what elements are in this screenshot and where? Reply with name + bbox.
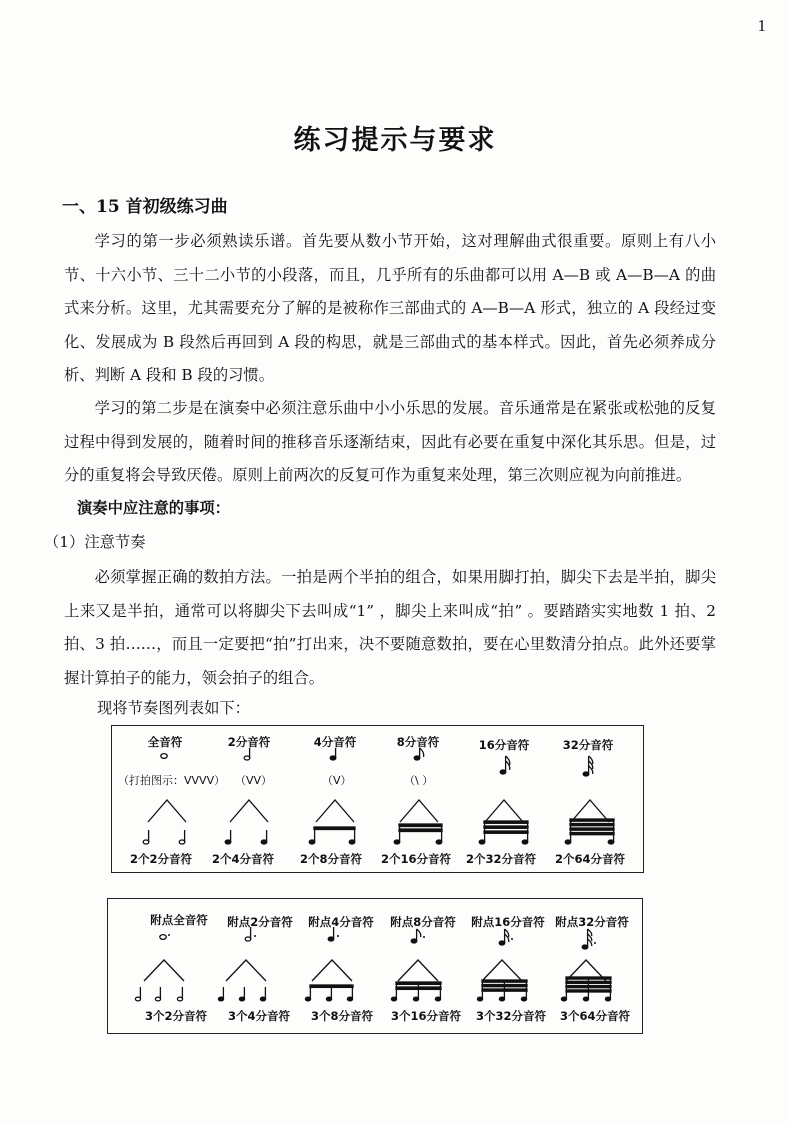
t2-bottom-label: 3个8分音符 (310, 1009, 374, 1023)
t2-top-label: 附点8分音符 (390, 915, 456, 929)
t2-bottom-label: 3个2分音符 (144, 1009, 208, 1023)
rhythm-table-1 (111, 725, 644, 873)
item-1-heading: （1）注意节奏 (44, 533, 146, 551)
notes-heading: 演奏中应注意的事项： (77, 499, 230, 517)
dotted-sixteenth-note-icon (499, 929, 513, 945)
paragraph-2: 学习的第二步是在演奏中必须注意乐曲中小小乐思的发展。音乐通常是在紧张或松弛的反复过程中得到发展的，随着时间的推移音乐逐渐结束，因此有必要在重复中深化其乐思。但是，过分的重复将会导致厌倦。原则上前两次的反复可作为重复来处理，第三次则应视为向前推进。 (64, 399, 716, 484)
dotted-eighth-note-icon (411, 929, 425, 943)
t2-top-label: 附点4分音符 (308, 915, 374, 929)
dotted-quarter-note-icon (328, 927, 339, 941)
t2-top-label: 附点16分音符 (471, 915, 545, 929)
t1-top-label: 4分音符 (313, 735, 357, 749)
page-number: 1 (757, 16, 766, 35)
t2-bottom-label: 3个64分音符 (559, 1009, 631, 1023)
t1-bottom-label: 2个16分音符 (380, 852, 452, 866)
t1-top-label: 全音符 (147, 735, 183, 749)
t1-bottom-label: 2个4分音符 (211, 852, 275, 866)
paragraph-3: 必须掌握正确的数拍方法。一拍是两个半拍的组合，如果用脚打拍，脚尖下去是半拍，脚尖上来又是半拍，通常可以将脚尖下去叫成“1” ，脚尖上来叫成“拍” 。要踏踏实实地数 1 拍、2 拍、3 拍……，而且一定要把“拍”打出来，决不要随意数拍，要在心里数清分拍点。此外还要掌握计算拍子的能力，领会拍子的组合。 (64, 568, 716, 687)
t1-beat: （VV） (235, 774, 273, 787)
dotted-thirty-second-note-icon (582, 929, 596, 949)
t2-bottom-label: 3个32分音符 (475, 1009, 547, 1023)
section-heading: 一、15 首初级练习曲 (62, 197, 228, 217)
sixteenth-note-icon (500, 756, 510, 774)
t1-beat-label: （打拍图示：VVVV） (118, 774, 226, 787)
t1-beat: （\ ） (404, 774, 434, 787)
t1-notation (112, 726, 643, 872)
t1-top-label: 16分音符 (478, 738, 530, 752)
t2-bottom-label: 3个4分音符 (227, 1009, 291, 1023)
eighth-note-icon (414, 748, 424, 760)
t1-top-label: 2分音符 (227, 735, 271, 749)
thirty-second-note-icon (583, 756, 593, 776)
t2-top-label: 附点全音符 (150, 913, 208, 927)
dotted-half-note-icon (245, 927, 256, 941)
t1-bottom-label: 2个32分音符 (465, 852, 537, 866)
table-intro: 现将节奏图列表如下： (97, 699, 250, 717)
t1-top-label: 32分音符 (562, 738, 614, 752)
t1-bottom-label: 2个8分音符 (299, 852, 363, 866)
t2-notation (108, 899, 642, 1033)
t1-beat: （V） (322, 774, 352, 787)
t2-bottom-label: 3个16分音符 (390, 1009, 462, 1023)
half-note-icon (244, 748, 250, 760)
whole-note-icon (161, 754, 167, 759)
page-title: 练习提示与要求 (293, 125, 497, 156)
quarter-note-icon (330, 748, 336, 760)
dotted-whole-note-icon (160, 934, 170, 939)
t1-bottom-label: 2个2分音符 (129, 852, 193, 866)
t1-top-label: 8分音符 (396, 735, 440, 749)
t2-top-label: 附点32分音符 (555, 915, 629, 929)
rhythm-table-2 (107, 898, 643, 1034)
t2-top-label: 附点2分音符 (227, 915, 293, 929)
t1-bottom-label: 2个64分音符 (554, 852, 626, 866)
paragraph-1: 学习的第一步必须熟读乐谱。首先要从数小节开始，这对理解曲式很重要。原则上有八小节、十六小节、三十二小节的小段落，而且，几乎所有的乐曲都可以用 A—B 或 A—B—A 的曲式来分析。这里，尤其需要充分了解的是被称作三部曲式的 A—B—A 形式，独立的 A 段经过变化、发展成为 B 段然后再回到 A 段的构思，就是三部曲式的基本样式。因此，首先必须养成分析、判断 A 段和 B 段的习惯。 (64, 232, 716, 384)
